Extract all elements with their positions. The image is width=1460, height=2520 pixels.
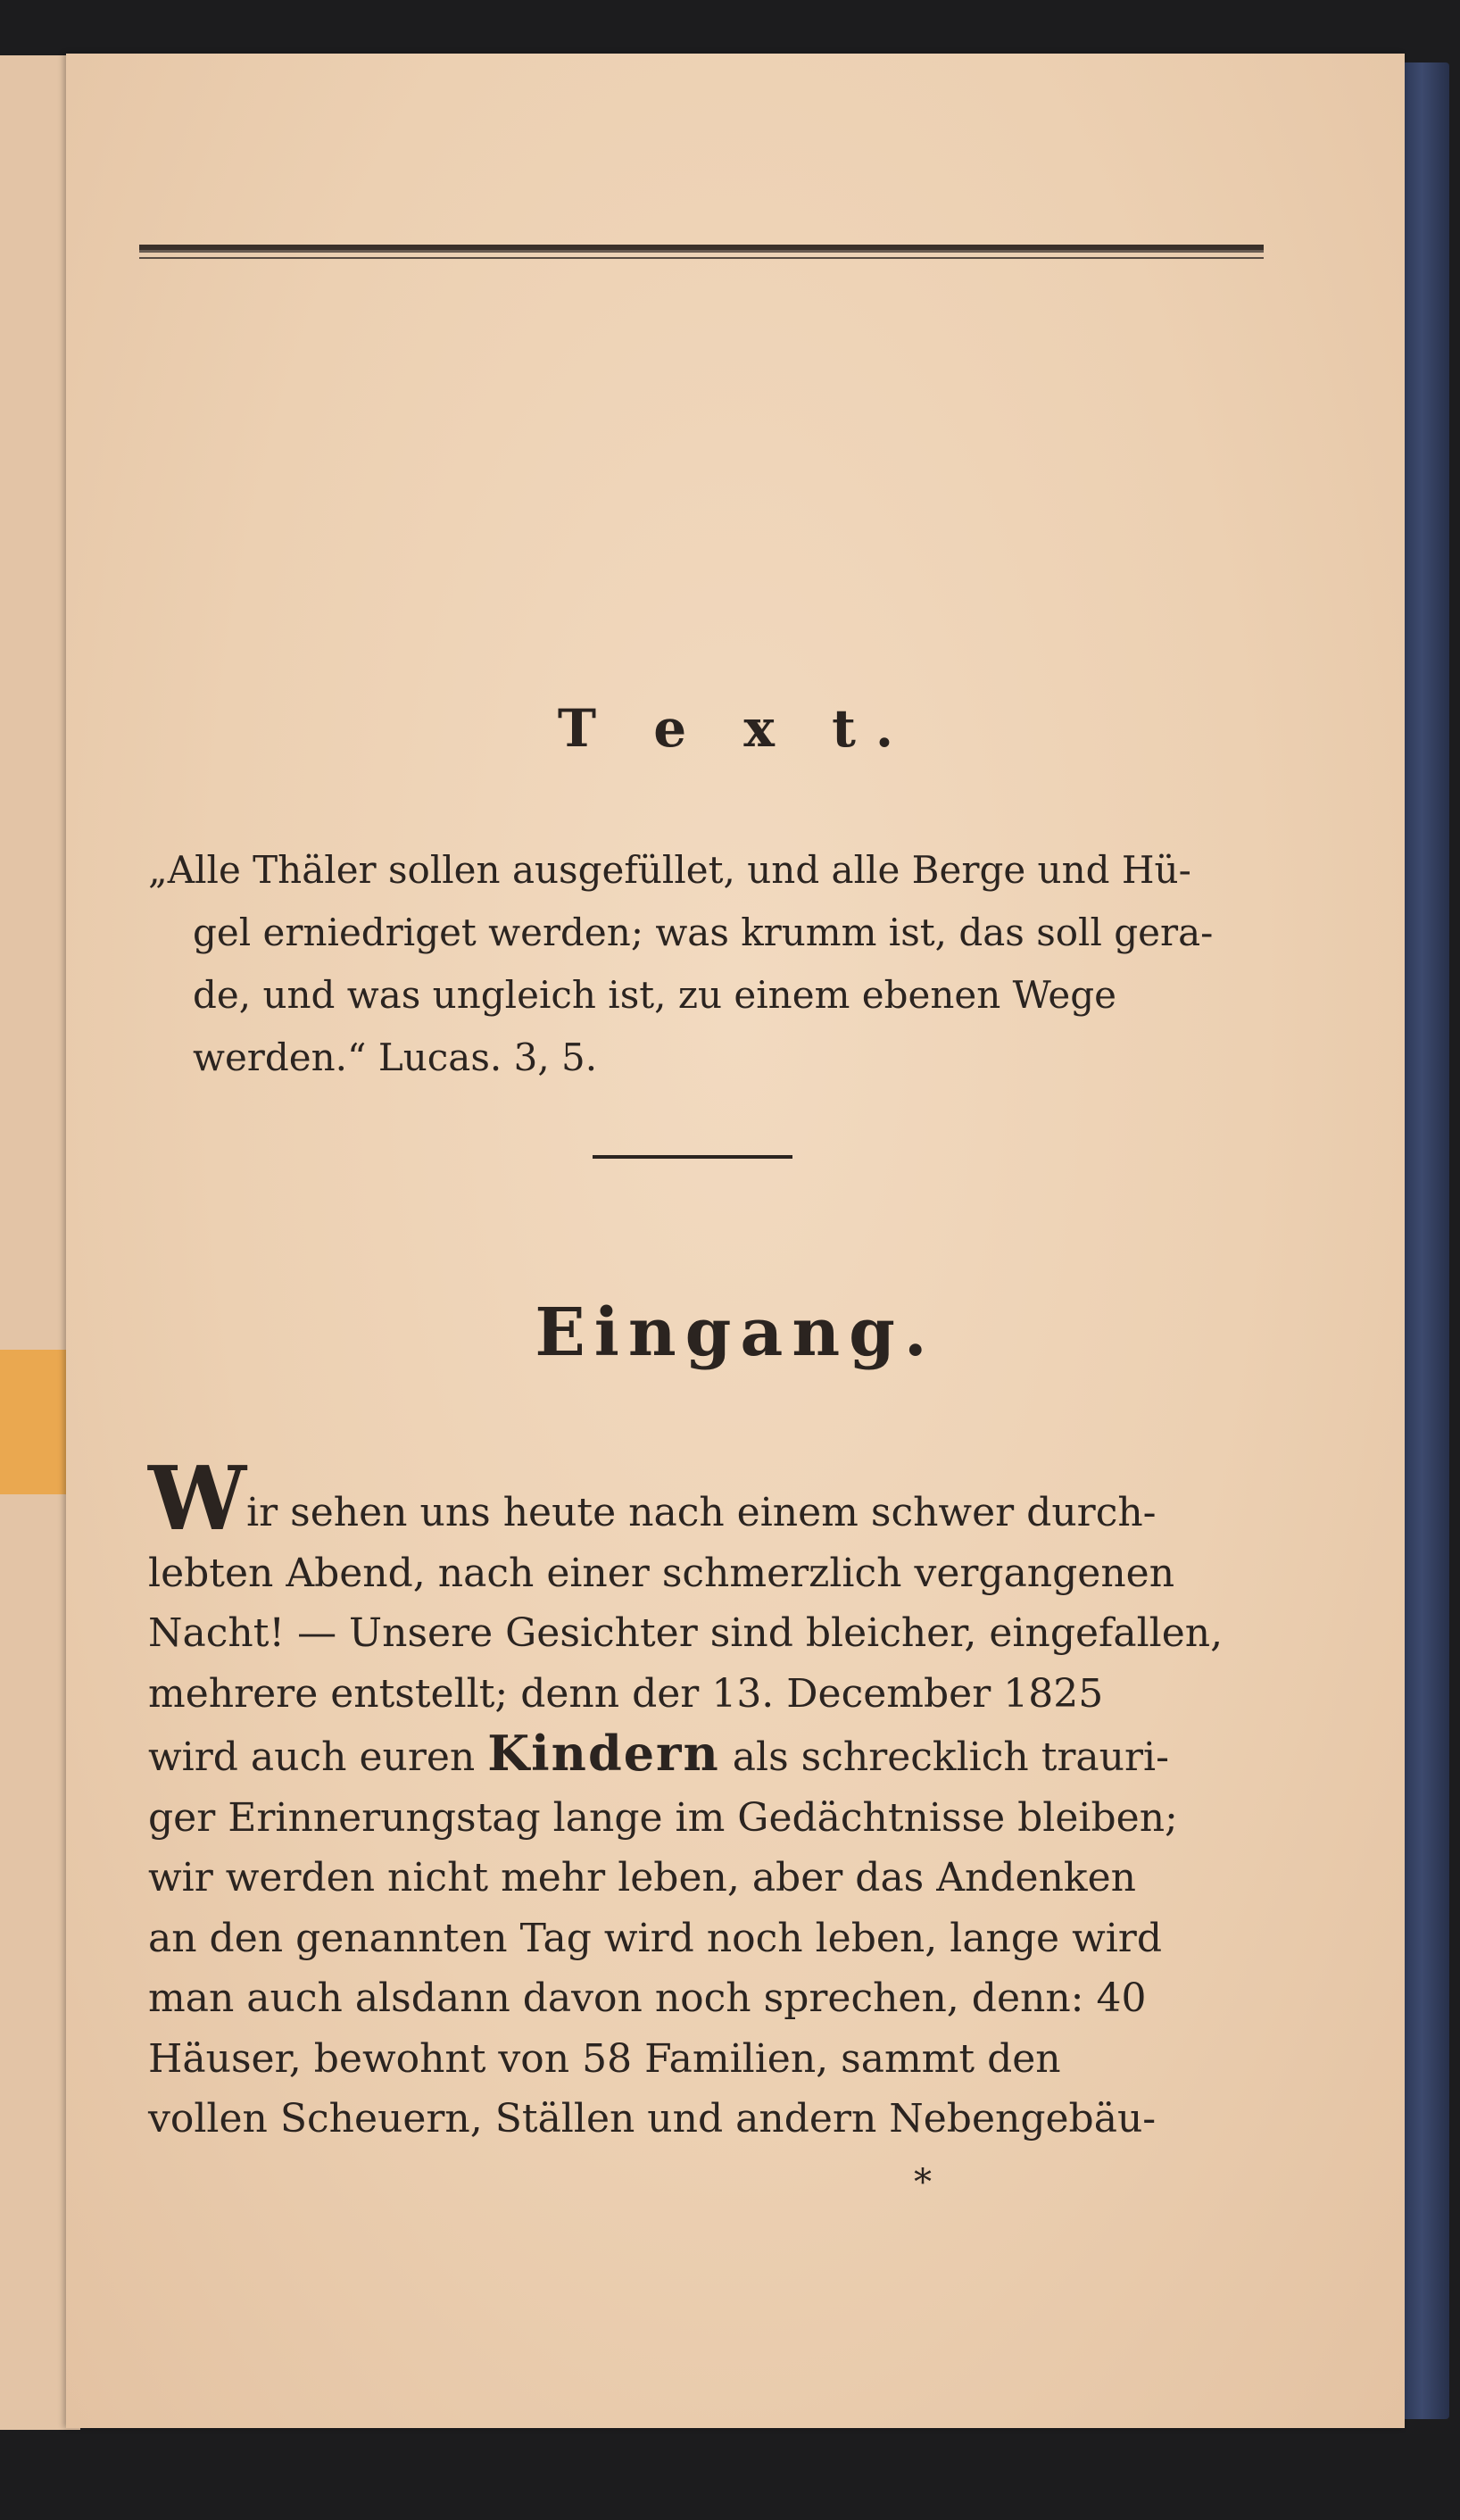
drop-cap: W [148,1448,247,1551]
header-rule-thin [139,257,1264,259]
text-heading: T e x t. [557,698,914,759]
book-page [66,54,1405,2428]
body-line: lebten Abend, nach einer schmerzlich vergangenen [148,1550,1175,1596]
body-line: mehrere entstellt; denn der 13. December 1825 [148,1670,1104,1717]
body-line: vollen Scheuern, Ställen und andern Nebengebäu- [148,2096,1157,2142]
body-line: an den genannten Tag wird noch leben, lange wird [148,1915,1163,1961]
scripture-quote [148,839,1264,1089]
body-line: man auch alsdann davon noch sprechen, denn: 40 [148,1975,1147,2021]
quote-line: gel erniedriget werden; was krumm ist, das soll gera- [193,911,1214,954]
page-tab-marker [0,1350,70,1494]
body-line-text: wird auch euren [148,1734,488,1780]
body-line: Nacht! — Unsere Gesichter sind bleicher, eingefallen, [148,1610,1224,1656]
header-rule [139,245,1264,253]
quote-line: de, und was ungleich ist, zu einem ebenen Wege [193,973,1117,1017]
book-binding [1399,62,1449,2419]
body-line [148,1448,1308,1551]
quote-line: werden.“ Lucas. 3, 5. [193,1035,598,1079]
section-divider [593,1155,792,1159]
body-line [148,1724,1308,1788]
signature-mark: * [914,2162,932,2203]
quote-line: „Alle Thäler sollen ausgefüllet, und alle Berge und Hü- [148,848,1191,892]
body-line: ger Erinnerungstag lange im Gedächtnisse bleiben; [148,1794,1178,1841]
body-line: Häuser, bewohnt von 58 Familien, sammt den [148,2035,1061,2082]
section-title: Eingang. [535,1294,936,1371]
body-line-text: als schrecklich trauri- [719,1734,1169,1780]
emphasized-word: Kindern [487,1725,720,1782]
body-line-text: ir sehen uns heute nach einem schwer durch- [246,1490,1157,1535]
body-line: wir werden nicht mehr leben, aber das Andenken [148,1855,1136,1900]
body-paragraph [148,1448,1308,2150]
